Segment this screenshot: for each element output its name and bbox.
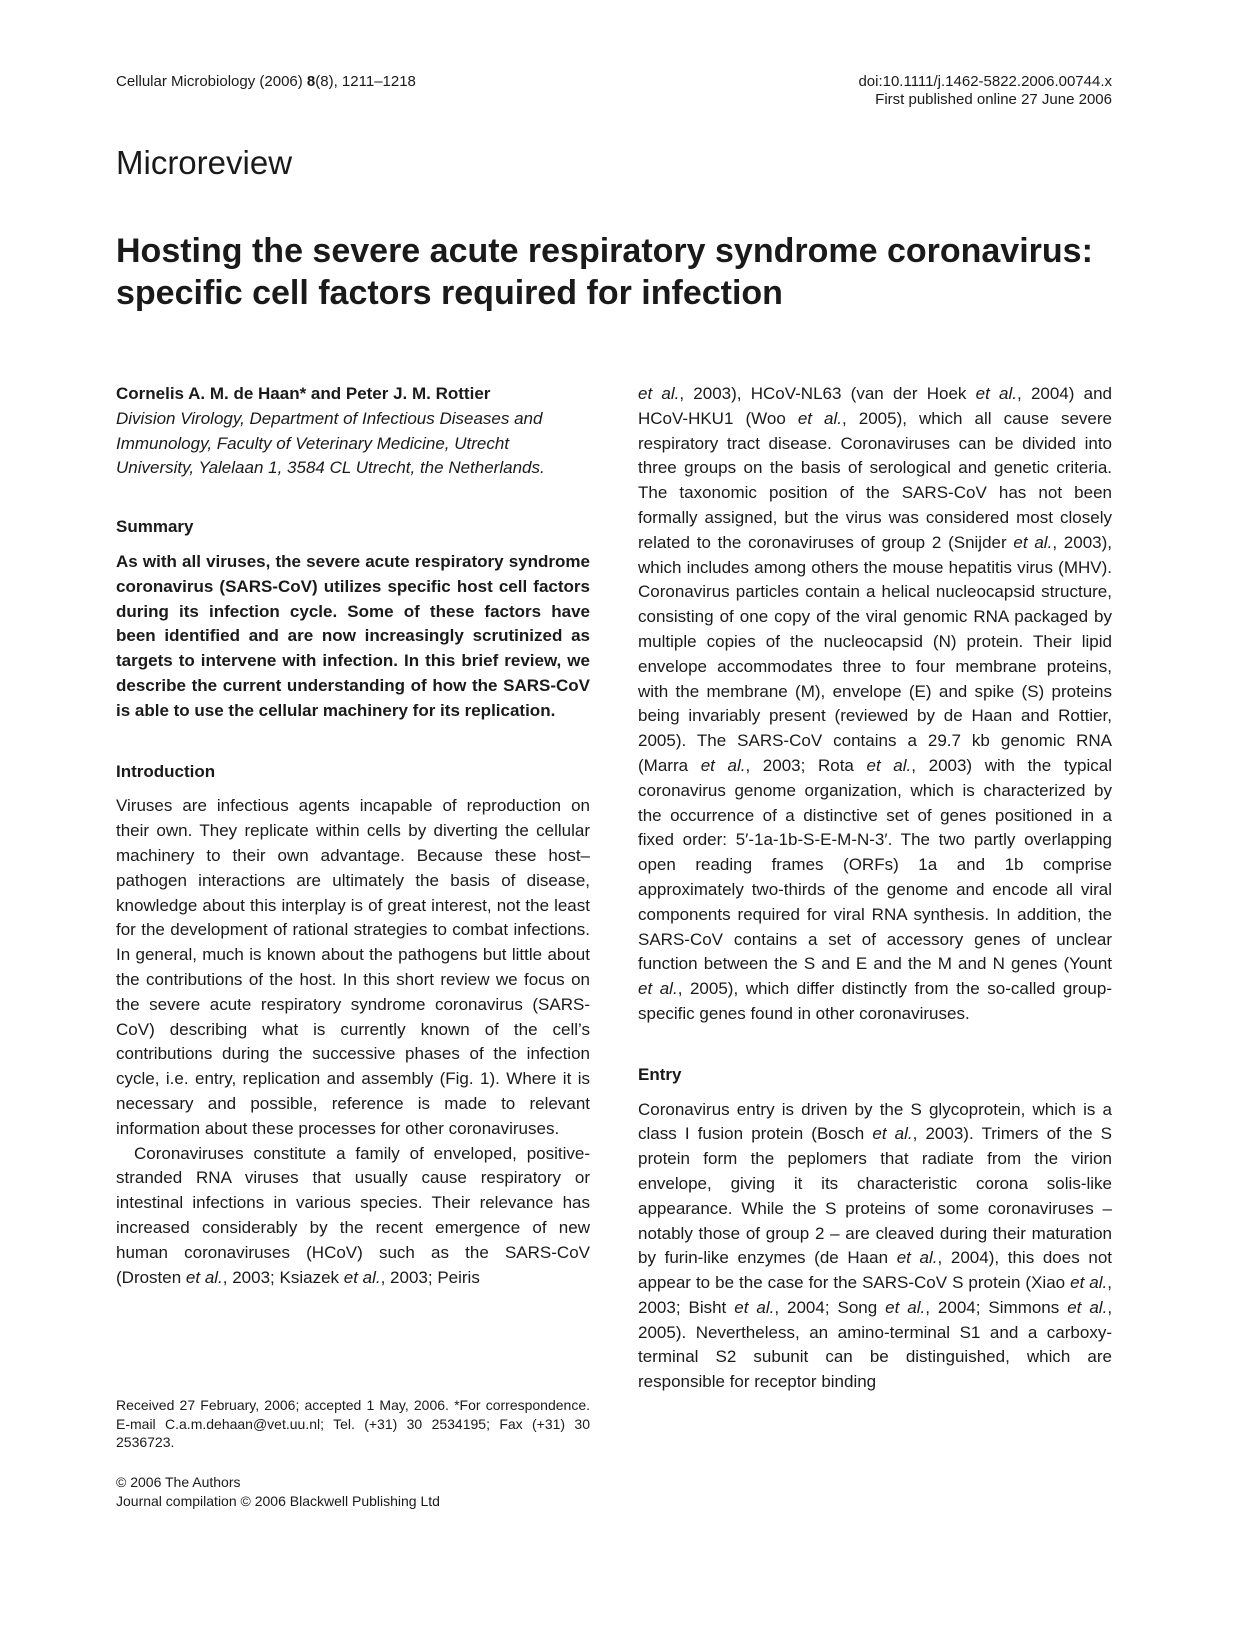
article-title: Hosting the severe acute respiratory syndrome coronavirus: specific cell factors required for infection — [116, 232, 1093, 312]
introduction-paragraph-2: Coronaviruses constitute a family of enveloped, positive-stranded RNA viruses that usually cause respiratory or intestinal infections in various species. Their relevance has increased considerably by the recent emergence of new human coronaviruses (HCoV) such as the SARS-CoV (Drosten et al., 2003; Ksiazek et al., 2003; Peiris — [116, 1143, 590, 1287]
affiliation: Division Virology, Department of Infectious Diseases and Immunology, Faculty of Veterinary Medicine, Utrecht University, Yalelaan 1, 3584 CL Utrecht, the Netherlands. — [116, 408, 545, 478]
authors: Cornelis A. M. de Haan* and Peter J. M. Rottier — [116, 384, 491, 403]
introduction-paragraph-1: Viruses are infectious agents incapable of reproduction on their own. They replicate within cells by diverting the cellular machinery to their own advantage. Because these host–pathogen interactions are ultimately the basis of disease, knowledge about this interplay is of great interest, not the least for the development of rational strategies to combat infections. In general, much is known about the pathogens but little about the contributions of the host. In this short review we focus on the severe acute respiratory syndrome coronavirus (SARS-CoV) describing what is currently known of the cell’s contributions during the successive phases of the infection cycle, i.e. entry, replication and assembly (Fig. 1). Where it is necessary and possible, reference is made to relevant information about these processes for other coronaviruses. — [116, 796, 590, 1138]
correspondence-footnote — [116, 1396, 590, 1452]
entry-heading: Entry — [638, 1064, 682, 1084]
journal-volume: 8 — [306, 73, 316, 90]
journal-name: Cellular Microbiology (2006) — [116, 73, 307, 90]
introduction-paragraph-2-continued: et al., 2003), HCoV-NL63 (van der Hoek et al., 2004) and HCoV-HKU1 (Woo et al., 2005), which all cause severe respiratory tract disease. Coronaviruses can be divided into three groups on the basis of serological and genetic criteria. The taxonomic position of the SARS-CoV has not been formally assigned, but the virus was considered most closely related to the coronaviruses of group 2 (Snijder et al., 2003), which includes among others the mouse hepatitis virus (MHV). Coronavirus particles contain a helical nucleocapsid structure, consisting of one copy of the viral genomic RNA packaged by multiple copies of the nucleocapsid (N) protein. Their lipid envelope accommodates three to four membrane proteins, with the membrane (M), envelope (E) and spike (S) proteins being invariably present (reviewed by de Haan and Rottier, 2005). The SARS-CoV contains a 29.7 kb genomic RNA (Marra et al., 2003; Rota et al., 2003) with the typical coronavirus genome organization, which is characterized by the occurrence of a distinctive set of genes positioned in a fixed order: 5′-1a-1b-S-E-M-N-3′. The two partly overlapping open reading frames (ORFs) 1a and 1b comprise approximately two-thirds of the genome and encode all viral components required for viral RNA synthesis. In addition, the SARS-CoV contains a set of accessory genes of unclear function between the S and E and the M and N genes (Yount et al., 2005), which differ distinctly from the so-called group-specific genes found in other coronaviruses. — [638, 384, 1113, 1023]
doi-block — [858, 73, 1112, 109]
copyright-authors: © 2006 The Authors — [116, 1474, 241, 1490]
summary-heading: Summary — [116, 517, 194, 537]
footnote-text: Received 27 February, 2006; accepted 1 May, 2006. *For correspondence. E-mail C.a.m.dehaan@vet.uu.nl; Tel. (+31) 30 2534195; Fax (+31) 30 2536723. — [116, 1397, 590, 1450]
summary-text: As with all viruses, the severe acute respiratory syndrome coronavirus (SARS-CoV) utilizes specific host cell factors during its infection cycle. Some of these factors have been identified and are now increasingly scrutinized as targets to intervene with infection. In this brief review, we describe the current understanding of how the SARS-CoV is able to use the cellular machinery for its replication. — [116, 551, 590, 720]
introduction-heading: Introduction — [116, 761, 216, 781]
copyright-block — [116, 1473, 440, 1510]
published-date: First published online 27 June 2006 — [875, 91, 1112, 108]
right-column — [638, 382, 1112, 1395]
entry-paragraph: Coronavirus entry is driven by the S glycoprotein, which is a class I fusion protein (Bosch et al., 2003). Trimers of the S protein form the peplomers that radiate from the virion envelope, giving it its characteristic corona solis-like appearance. While the S proteins of some coronaviruses – notably those of group 2 – are cleaved during their maturation by furin-like enzymes (de Haan et al., 2004), this does not appear to be the case for the SARS-CoV S protein (Xiao et al., 2003; Bisht et al., 2004; Song et al., 2004; Simmons et al., 2005). Nevertheless, an amino-terminal S1 and a carboxy-terminal S2 subunit can be distinguished, which are responsible for receptor binding — [638, 1099, 1113, 1392]
left-column — [116, 382, 590, 1290]
section-label: Microreview — [116, 144, 293, 181]
journal-issue-pages: (8), 1211–1218 — [315, 73, 416, 90]
doi[interactable]: doi:10.1111/j.1462-5822.2006.00744.x — [858, 73, 1112, 90]
journal-citation — [116, 73, 416, 91]
copyright-publisher: Journal compilation © 2006 Blackwell Publishing Ltd — [116, 1492, 440, 1509]
